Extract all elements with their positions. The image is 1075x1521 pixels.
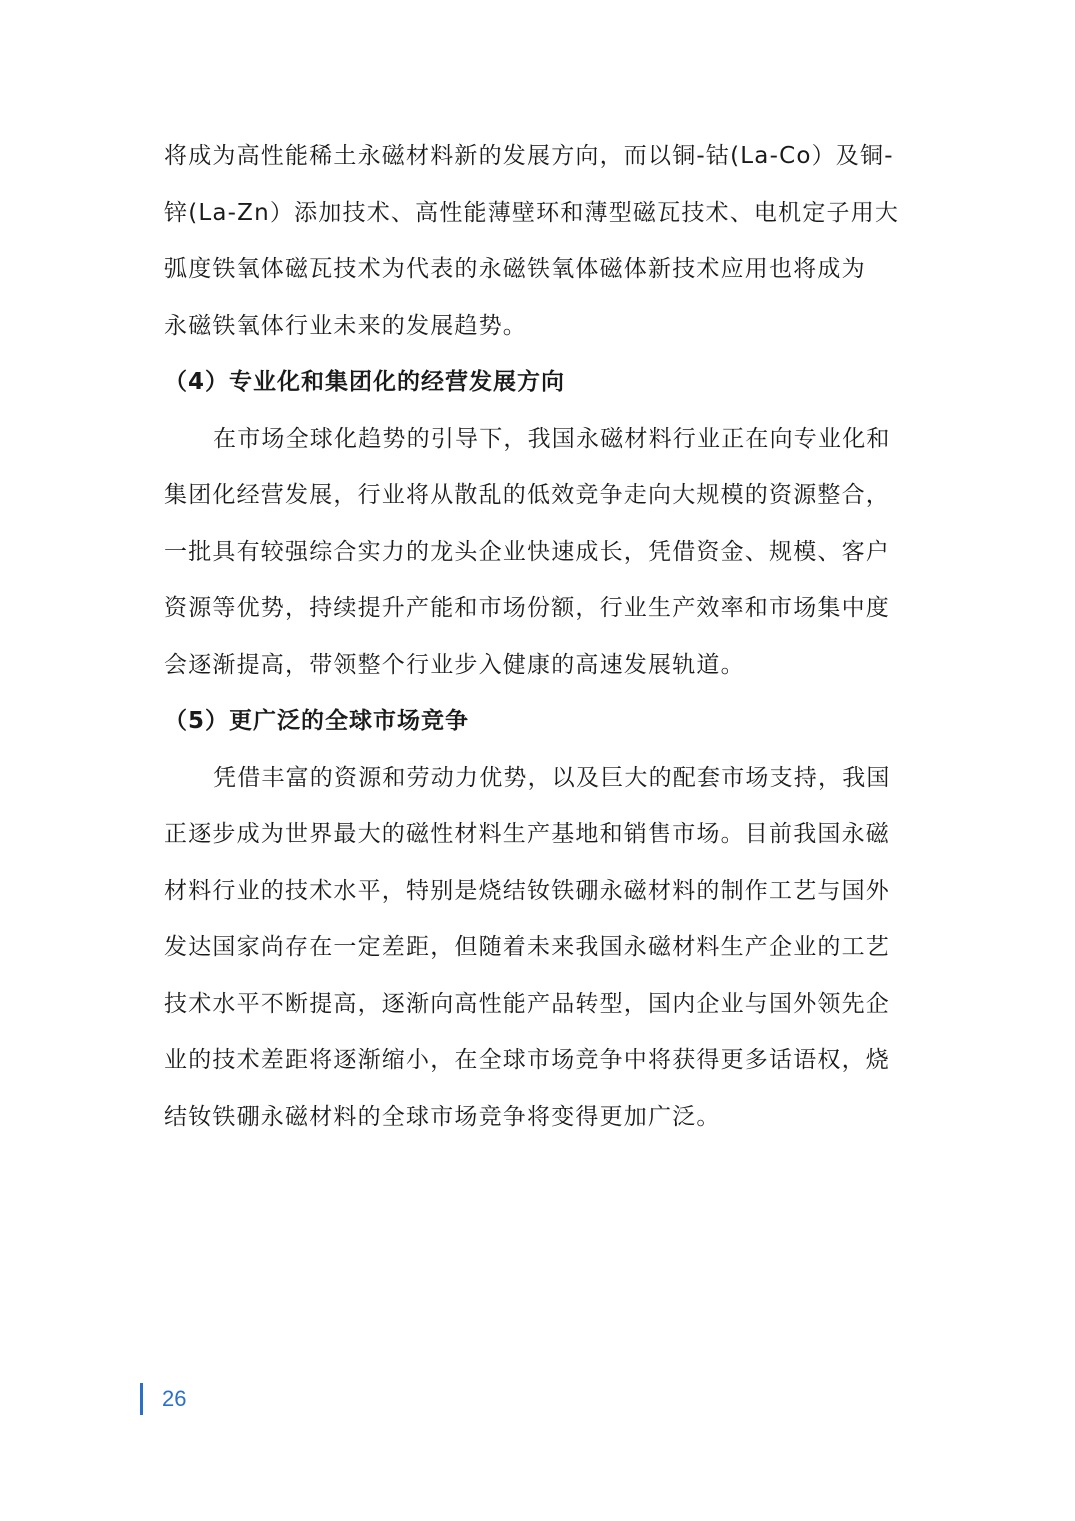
text-line: 资源等优势，持续提升产能和市场份额，行业生产效率和市场集中度 [164,595,890,621]
text-line: 将成为高性能稀土永磁材料新的发展方向，而以铜-钴(La-Co）及铜- [164,143,894,169]
text-line: 在市场全球化趋势的引导下，我国永磁材料行业正在向专业化和 [213,425,891,452]
text-line: 集团化经营发展，行业将从散乱的低效竞争走向大规模的资源整合， [164,482,890,508]
paragraph-3 [164,750,914,1146]
text-line: 弧度铁氧体磁瓦技术为代表的永磁铁氧体磁体新技术应用也将成为 [164,256,866,282]
section-heading-5: （5）更广泛的全球市场竞争 [164,708,470,734]
text-line: 业的技术差距将逐渐缩小，在全球市场竞争中将获得更多话语权，烧 [164,1047,890,1073]
page-number: 26 [162,1386,187,1411]
text-line: 永磁铁氧体行业未来的发展趋势。 [164,312,527,339]
text-line: 锌(La-Zn）添加技术、高性能薄壁环和薄型磁瓦技术、电机定子用大 [164,199,900,226]
paragraph-2 [164,411,914,694]
text-line: 结钕铁硼永磁材料的全球市场竞争将变得更加广泛。 [164,1103,721,1130]
text-line: 凭借丰富的资源和劳动力优势，以及巨大的配套市场支持，我国 [213,764,891,791]
section-heading-4: （4）专业化和集团化的经营发展方向 [164,369,566,395]
text-line: 技术水平不断提高，逐渐向高性能产品转型，国内企业与国外领先企 [164,990,890,1017]
text-line: 正逐步成为世界最大的磁性材料生产基地和销售市场。目前我国永磁 [164,821,890,847]
paragraph-1 [164,128,914,354]
document-body [164,128,914,1145]
text-line: 一批具有较强综合实力的龙头企业快速成长，凭借资金、规模、客户 [164,538,890,565]
text-line: 会逐渐提高，带领整个行业步入健康的高速发展轨道。 [164,651,745,678]
footer-accent-bar [140,1383,143,1415]
text-line: 材料行业的技术水平，特别是烧结钕铁硼永磁材料的制作工艺与国外 [164,877,890,904]
text-line: 发达国家尚存在一定差距，但随着未来我国永磁材料生产企业的工艺 [164,934,890,960]
page-footer [140,1383,186,1415]
